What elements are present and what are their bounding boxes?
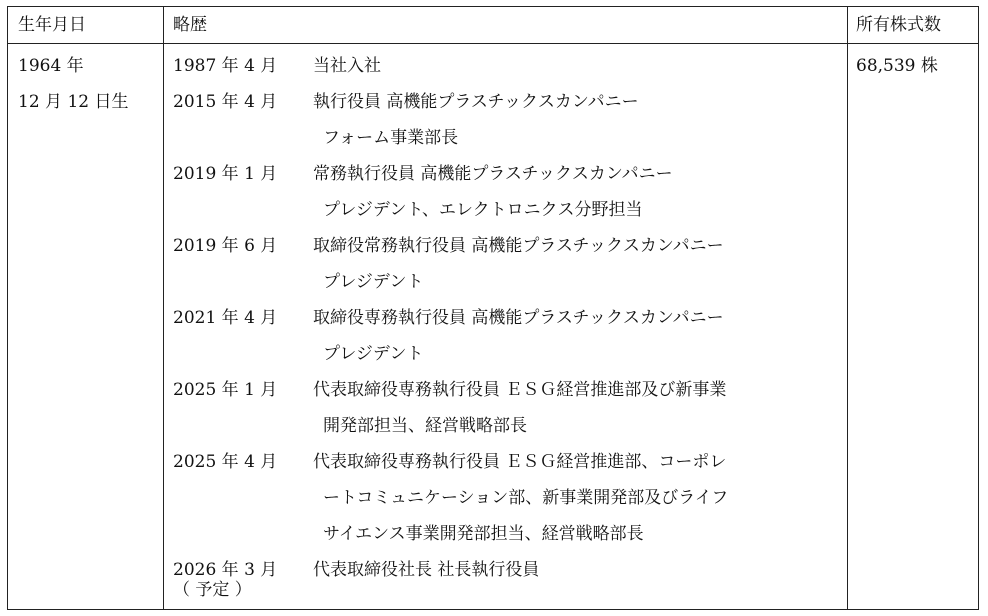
career-table	[7, 6, 979, 610]
career-description	[313, 300, 848, 372]
career-description-line: プレジデント	[323, 272, 424, 292]
career-entry	[173, 552, 848, 600]
career-description	[313, 48, 848, 84]
career-date	[173, 228, 313, 300]
career-date	[173, 84, 313, 156]
career-date-note: （ 予定 ）	[173, 580, 252, 600]
career-date-text: 1987 年 4 月	[173, 56, 278, 76]
birth-year: 1964 年	[18, 56, 84, 76]
career-description-line: サイエンス事業開発部担当、経営戦略部長	[323, 524, 644, 544]
career-entry	[173, 444, 848, 552]
career-date-text: 2025 年 1 月	[173, 380, 278, 400]
career-description	[313, 372, 848, 444]
career-date	[173, 300, 313, 372]
career-description-line: フォーム事業部長	[323, 128, 459, 148]
career-description-line: 代表取締役専務執行役員 ＥＳＧ経営推進部、コーポレ	[313, 452, 727, 472]
career-description-line: 執行役員 高機能プラスチックスカンパニー	[313, 92, 639, 112]
career-description-line: 当社入社	[313, 56, 381, 76]
header-divider	[8, 43, 978, 44]
birth-date: 12 月 12 日生	[18, 92, 129, 112]
career-date	[173, 372, 313, 444]
career-description-line: プレジデント	[323, 344, 424, 364]
career-list	[173, 48, 848, 600]
career-description-line: ートコミュニケーション部、新事業開発部及びライフ	[323, 488, 729, 508]
career-date-text: 2019 年 6 月	[173, 236, 278, 256]
career-date-text: 2026 年 3 月	[173, 560, 278, 580]
header-birth-date: 生年月日	[18, 15, 86, 35]
career-description-line: 取締役常務執行役員 高機能プラスチックスカンパニー	[313, 236, 724, 256]
career-date	[173, 444, 313, 552]
column-divider	[163, 7, 164, 609]
career-entry	[173, 48, 848, 84]
career-description	[313, 444, 848, 552]
career-description-line: 開発部担当、経営戦略部長	[323, 416, 527, 436]
career-description	[313, 156, 848, 228]
shares-owned: 68,539 株	[856, 56, 938, 76]
career-description-line: 代表取締役専務執行役員 ＥＳＧ経営推進部及び新事業	[313, 380, 727, 400]
career-entry	[173, 372, 848, 444]
career-date	[173, 552, 313, 600]
career-entry	[173, 84, 848, 156]
career-description-line: 代表取締役社長 社長執行役員	[313, 560, 540, 580]
career-description	[313, 228, 848, 300]
career-date-text: 2021 年 4 月	[173, 308, 278, 328]
career-description	[313, 84, 848, 156]
career-date	[173, 156, 313, 228]
career-date-text: 2019 年 1 月	[173, 164, 278, 184]
career-description-line: 常務執行役員 高機能プラスチックスカンパニー	[313, 164, 673, 184]
career-date-text: 2025 年 4 月	[173, 452, 278, 472]
career-description	[313, 552, 848, 600]
header-career: 略歴	[173, 15, 207, 35]
career-description-line: 取締役専務執行役員 高機能プラスチックスカンパニー	[313, 308, 724, 328]
career-description-line: プレジデント、エレクトロニクス分野担当	[323, 200, 643, 220]
career-date	[173, 48, 313, 84]
career-date-text: 2015 年 4 月	[173, 92, 278, 112]
career-entry	[173, 300, 848, 372]
header-shares: 所有株式数	[856, 15, 941, 35]
career-entry	[173, 156, 848, 228]
career-entry	[173, 228, 848, 300]
